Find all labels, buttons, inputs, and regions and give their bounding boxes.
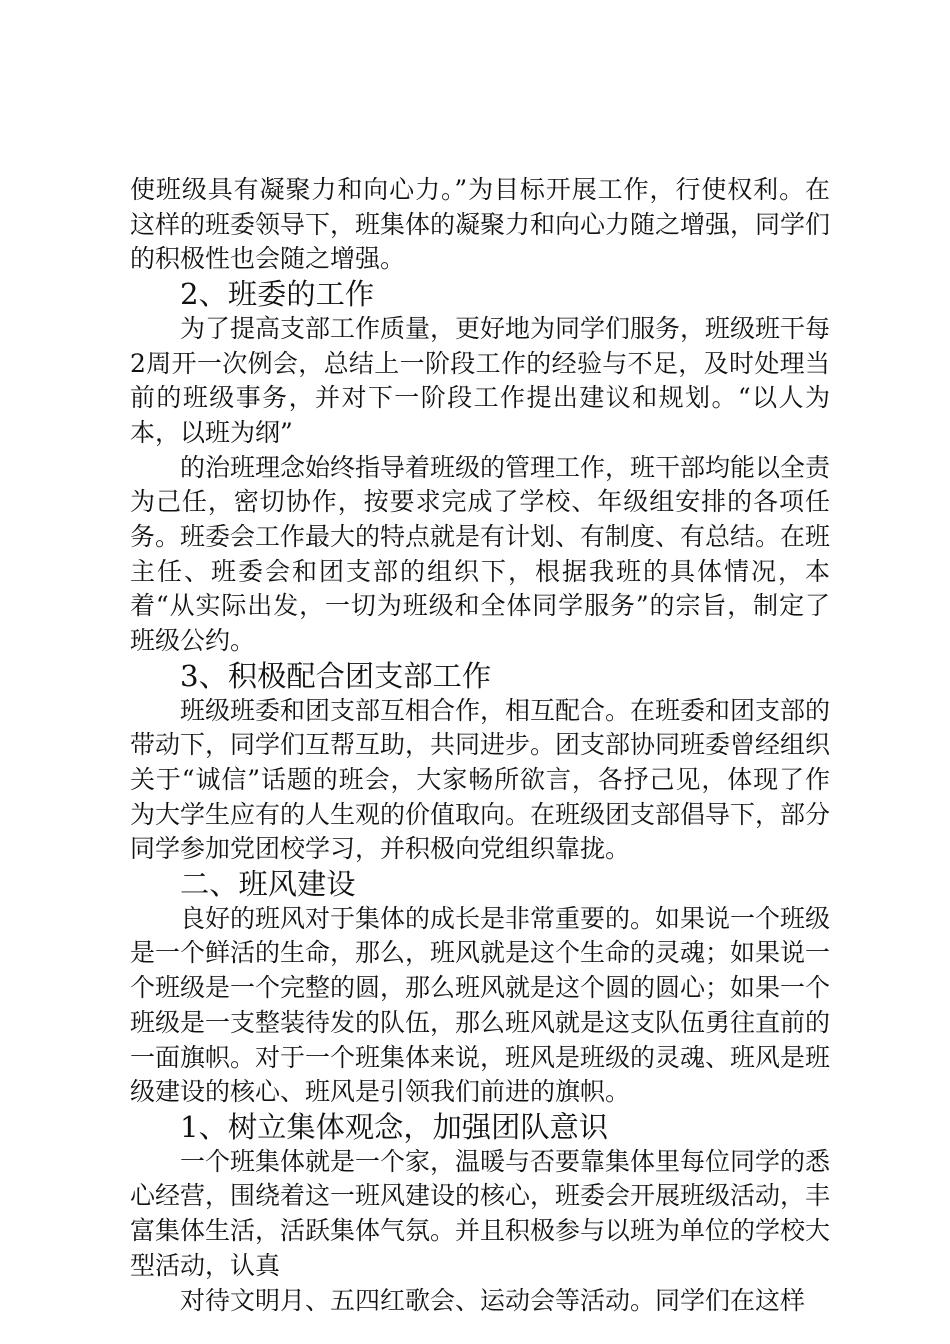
body-paragraph: 为了提高支部工作质量，更好地为同学们服务，班级班干每2周开一次例会，总结上一阶段工作的经验与不足，及时处理当前的班级事务，并对下一阶段工作提出建议和规划。“以人为本，以班为纲” [130, 313, 831, 447]
section-heading: 2、班委的工作 [180, 277, 375, 312]
body-paragraph: 班级班委和团支部互相合作，相互配合。在班委和团支部的带动下，同学们互帮互助，共同进步。团支部协同班委曾经组织关于“诚信”话题的班会，大家畅所欲言，各抒己见，体现了作为大学生应有的人生观的价值取向。在班级团支部倡导下，部分同学参加党团校学习，并积极向党组织靠拢。 [130, 695, 831, 864]
body-paragraph: 一个班集体就是一个家，温暖与否要靠集体里每位同学的悉心经营，围绕着这一班风建设的核心，班委会开展班级活动，丰富集体生活，活跃集体气氛。并且积极参与以班为单位的学校大型活动，认真 [130, 1146, 831, 1280]
document-page [130, 173, 830, 1318]
section-heading: 二、班风建设 [180, 867, 356, 902]
section-heading: 3、积极配合团支部工作 [180, 658, 492, 693]
section-heading: 1、树立集体观念，加强团队意识 [180, 1109, 609, 1144]
body-paragraph: 良好的班风对于集体的成长是非常重要的。如果说一个班级是一个鲜活的生命，那么，班风就是这个生命的灵魂；如果说一个班级是一个完整的圆，那么班风就是这个圆的圆心；如果一个班级是一支整装待发的队伍，那么班风就是这支队伍勇往直前的一面旗帜。对于一个班集体来说，班风是班级的灵魂、班风是班级建设的核心、班风是引领我们前进的旗帜。 [130, 903, 831, 1107]
body-paragraph: 对待文明月、五四红歌会、运动会等活动。同学们在这样 [180, 1285, 806, 1315]
body-paragraph: 使班级具有凝聚力和向心力。”为目标开展工作，行使权利。在这样的班委领导下，班集体的凝聚力和向心力随之增强，同学们的积极性也会随之增强。 [130, 175, 831, 274]
body-paragraph: 的治班理念始终指导着班级的管理工作，班干部均能以全责为己任，密切协作，按要求完成了学校、年级组安排的各项任务。班委会工作最大的特点就是有计划、有制度、有总结。在班主任、班委会和团支部的组织下，根据我班的具体情况，本着“从实际出发，一切为班级和全体同学服务”的宗旨，制定了班级公约。 [130, 452, 831, 656]
